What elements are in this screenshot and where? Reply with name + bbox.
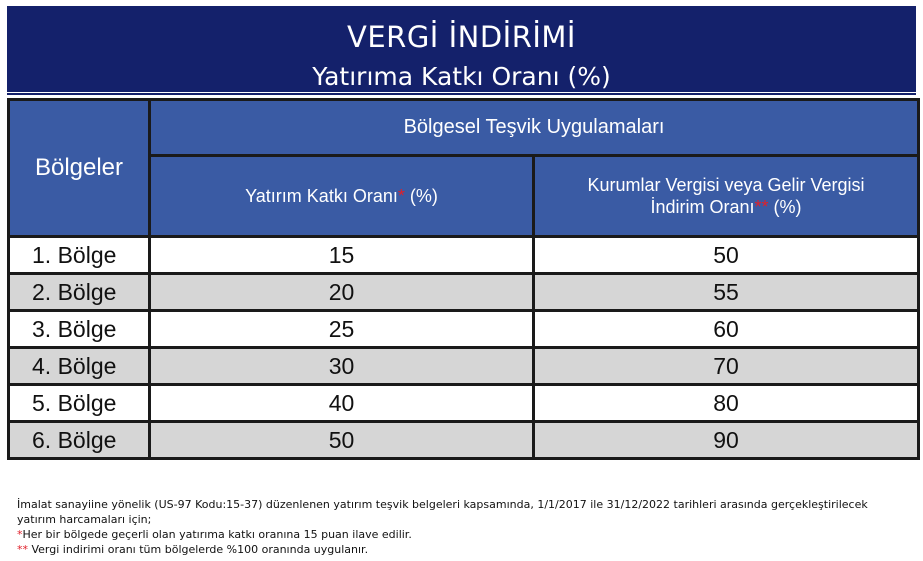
investment-rate-cell: 40	[150, 385, 534, 422]
column-header-investment	[150, 156, 534, 237]
column-header-regions: Bölgeler	[9, 100, 150, 237]
unit-label: (%)	[773, 197, 802, 217]
column-header-group: Bölgesel Teşvik Uygulamaları	[150, 100, 919, 156]
page-title: VERGİ İNDİRİMİ	[347, 20, 576, 54]
table-row	[9, 311, 919, 348]
region-cell: 2. Bölge	[9, 274, 150, 311]
double-asterisk-mark: **	[17, 543, 28, 556]
footnote-2	[17, 542, 907, 557]
footnote-main: İmalat sanayiine yönelik (US-97 Kodu:15-37) düzenlenen yatırım teşvik belgeleri kapsamında, 1/1/2017 ile 31/12/2022 tarihleri arasında gerçekleştirilecek yatırım harcamaları için;	[17, 498, 868, 526]
table-row	[9, 237, 919, 274]
tax-rate-cell: 60	[534, 311, 919, 348]
investment-rate-cell: 25	[150, 311, 534, 348]
divider	[7, 93, 916, 95]
asterisk-mark: *	[397, 186, 405, 206]
tax-rate-cell: 55	[534, 274, 919, 311]
double-asterisk-mark: **	[754, 197, 769, 217]
asterisk-mark: *	[17, 528, 23, 541]
incentive-table	[7, 98, 920, 460]
unit-label: (%)	[409, 186, 438, 206]
table-row	[9, 274, 919, 311]
region-cell: 1. Bölge	[9, 237, 150, 274]
region-cell: 3. Bölge	[9, 311, 150, 348]
title-banner	[7, 6, 916, 92]
footnote-1-text: Her bir bölgede geçerli olan yatırıma katkı oranına 15 puan ilave edilir.	[22, 528, 412, 541]
region-cell: 4. Bölge	[9, 348, 150, 385]
table-row	[9, 385, 919, 422]
footnote-1	[17, 527, 907, 542]
investment-rate-cell: 20	[150, 274, 534, 311]
region-cell: 5. Bölge	[9, 385, 150, 422]
investment-rate-cell: 30	[150, 348, 534, 385]
table-row	[9, 348, 919, 385]
column-header-tax-line2: İndirim Oranı	[650, 197, 755, 217]
investment-rate-cell: 50	[150, 422, 534, 459]
column-header-investment-label: Yatırım Katkı Oranı	[245, 186, 398, 206]
column-header-tax	[534, 156, 919, 237]
footnote-2-text: Vergi indirimi oranı tüm bölgelerde %100 oranında uygulanır.	[28, 543, 369, 556]
region-cell: 6. Bölge	[9, 422, 150, 459]
page-subtitle: Yatırıma Katkı Oranı (%)	[312, 62, 611, 91]
tax-rate-cell: 50	[534, 237, 919, 274]
footnotes	[17, 497, 907, 557]
tax-rate-cell: 80	[534, 385, 919, 422]
table-row	[9, 422, 919, 459]
column-header-tax-line1: Kurumlar Vergisi veya Gelir Vergisi	[587, 175, 865, 195]
investment-rate-cell: 15	[150, 237, 534, 274]
tax-rate-cell: 90	[534, 422, 919, 459]
tax-rate-cell: 70	[534, 348, 919, 385]
